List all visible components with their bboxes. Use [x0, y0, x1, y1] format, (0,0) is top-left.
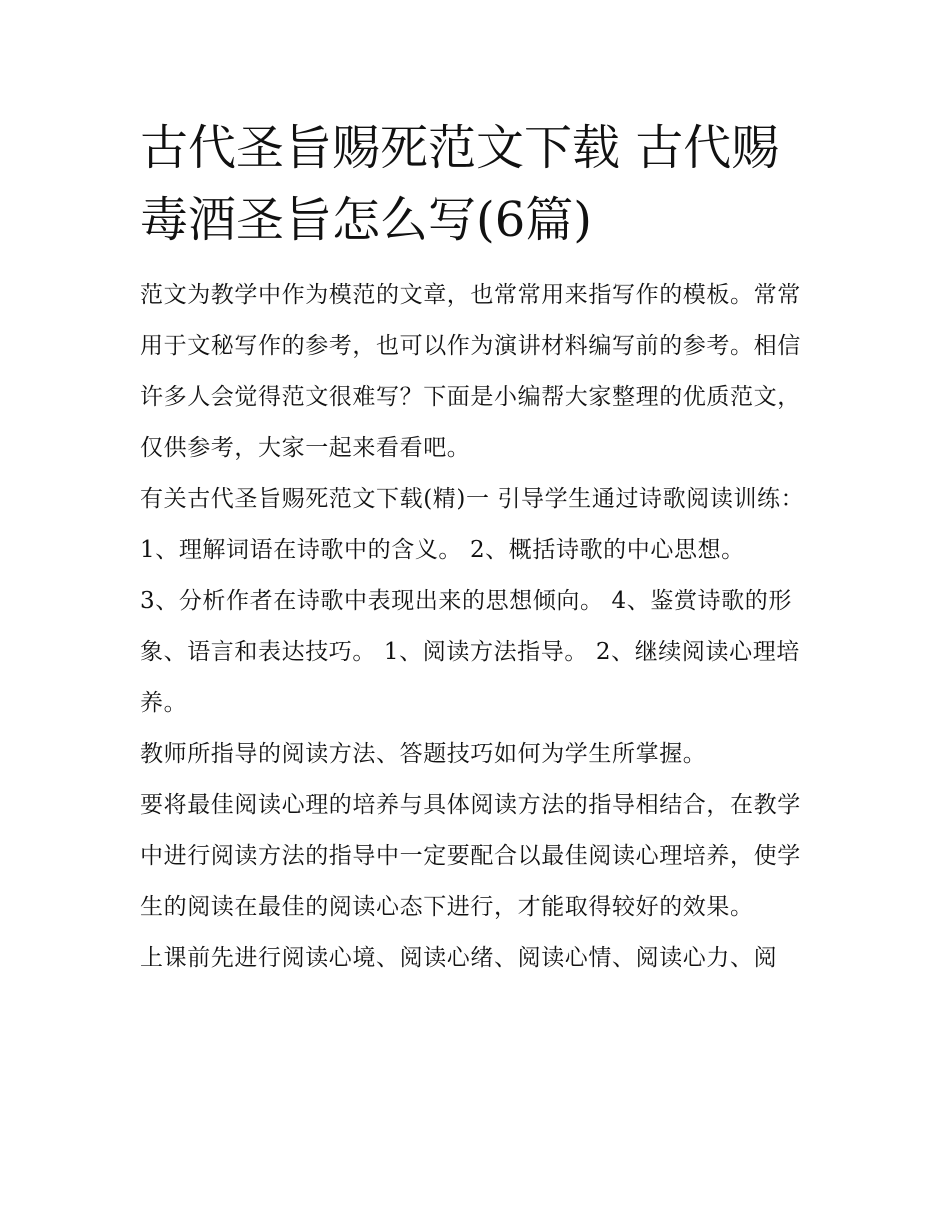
- paragraph-reading-psychology: 要将最佳阅读心理的培养与具体阅读方法的指导相结合，在教学中进行阅读方法的指导中一定要配合以最佳阅读心理培养，使学生的阅读在最佳的阅读心态下进行，才能取得较好的效果。: [140, 792, 801, 920]
- paragraph-before-class: 上课前先进行阅读心境、阅读心绪、阅读心情、阅读心力、阅: [140, 945, 778, 971]
- paragraph-teacher-methods: 教师所指导的阅读方法、答题技巧如何为学生所掌握。: [140, 741, 707, 767]
- paragraph-intro: 范文为教学中作为模范的文章，也常常用来指写作的模板。常常用于文秘写作的参考，也可以作为演讲材料编写前的参考。相信许多人会觉得范文很难写？下面是小编帮大家整理的优质范文，仅供参考，大家一起来看看吧。: [140, 282, 801, 461]
- document-title: 古代圣旨赐死范文下载 古代赐毒酒圣旨怎么写(6篇): [140, 120, 780, 248]
- paragraph-objectives: 有关古代圣旨赐死范文下载(精)一 引导学生通过诗歌阅读训练： 1、理解词语在诗歌中的含义。 2、概括诗歌的中心思想。: [140, 486, 805, 563]
- document-body: [140, 112, 812, 984]
- paragraph-analysis: 3、分析作者在诗歌中表现出来的思想倾向。 4、鉴赏诗歌的形象、语言和表达技巧。 1、阅读方法指导。 2、继续阅读心理培养。: [140, 588, 800, 716]
